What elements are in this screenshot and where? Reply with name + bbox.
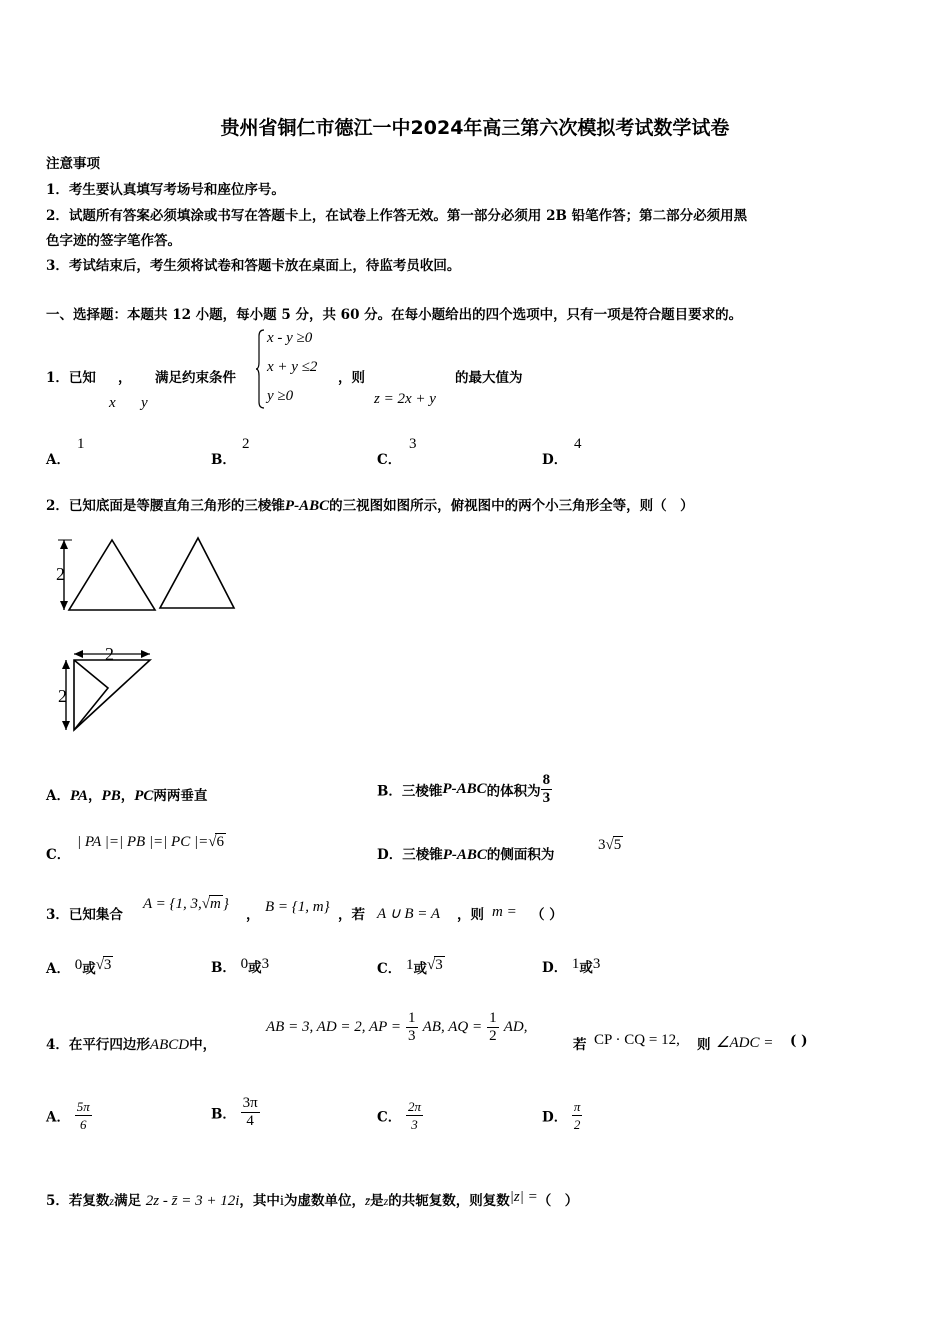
q2-stem [46, 494, 694, 515]
q1-constraint-2: x + y ≤2 [267, 359, 318, 375]
q3-option-a-or: 或 [82, 961, 96, 977]
q3-paren: （ ） [531, 907, 563, 923]
q2-option-d[interactable] [377, 843, 554, 864]
q3-option-a-root: 3 [103, 957, 112, 973]
q4-zhong: 中， [189, 1037, 217, 1053]
q1-x: x [109, 395, 116, 411]
q1-option-b-value: 2 [242, 436, 250, 452]
q1-lead: 1．已知 [46, 370, 96, 386]
q4-frac2-n: 1 [489, 1010, 497, 1026]
q4-option-a-frac [75, 1098, 92, 1133]
q2-option-a-text: 两两垂直 [153, 788, 208, 804]
q3-option-a[interactable]: A． 0或√3 [46, 957, 112, 977]
q1-constraint-3: y ≥0 [267, 388, 294, 404]
q1-option-a-value: 1 [77, 436, 85, 452]
q1-option-b-label[interactable]: B． [211, 452, 236, 468]
q4-option-d-frac [572, 1098, 583, 1133]
q4-option-a-label: A． [46, 1109, 70, 1126]
q3-set-a-text: A = {1, 3, [143, 896, 202, 912]
q3-set-a-root: m [210, 896, 221, 912]
q3-option-b-v2: 3 [261, 956, 270, 972]
q4-frac1 [406, 1010, 418, 1045]
q3-comma: ， [246, 907, 260, 923]
q1-constraint-1: x - y ≥0 [267, 330, 313, 346]
q4-frac2-d: 2 [489, 1028, 497, 1044]
q4-option-a-n: 5π [76, 1099, 90, 1114]
q2-option-b[interactable] [377, 772, 552, 807]
q4-option-c-n: 2π [407, 1099, 421, 1114]
front-view [69, 540, 155, 610]
q2-option-d-text: 的侧面积为 [486, 847, 555, 863]
q1-objective: z = 2x + y [374, 391, 436, 407]
q3-option-d-v1: 1 [571, 956, 580, 972]
q3-option-d-v2: 3 [592, 956, 601, 972]
q1-mid: 满足约束条件 [155, 370, 236, 386]
q3-lead: 3．已知集合 [46, 907, 123, 923]
q5-i: i [279, 1193, 285, 1209]
q4-option-c[interactable] [377, 1098, 423, 1133]
note-3: 3．考试结束后，考生须将试卷和答题卡放在桌面上，待监考员收回。 [46, 258, 461, 274]
q1-option-d-label[interactable]: D． [542, 452, 568, 468]
q4-paren: ( ) [790, 1033, 808, 1049]
q4-abcd: ABCD [149, 1037, 190, 1053]
q5-z2: z [383, 1194, 389, 1208]
q3-option-c-root: 3 [435, 957, 443, 973]
q3-then: ，则 [457, 907, 484, 923]
q5-mid: ，其中 [239, 1193, 280, 1209]
q2-option-a[interactable] [46, 784, 207, 805]
q2-option-a-label: A． [46, 788, 70, 804]
q3-set-a: A = {1, 3,√m } [143, 896, 229, 912]
q1-option-c-label[interactable]: C． [377, 452, 402, 468]
front-view-triangle [68, 540, 156, 610]
q2-pb: PB [101, 788, 121, 804]
q4-option-c-frac [406, 1098, 423, 1133]
section-heading: 一、选择题：本题共 12 小题，每小题 5 分，共 60 分。在每小题给出的四个选项中，只有一项是符合题目要求的。 [46, 307, 743, 323]
q5-is: 是 [370, 1193, 384, 1209]
q4-option-b-d: 4 [246, 1113, 254, 1129]
q2-option-b-num: 8 [542, 772, 551, 788]
q4-given [266, 1010, 528, 1045]
q1-y: y [141, 395, 148, 411]
q4-option-b[interactable] [211, 1095, 260, 1130]
q4-frac1-n: 1 [408, 1010, 416, 1026]
q4-angle: ∠ADC = [716, 1035, 774, 1051]
q3-option-d[interactable] [542, 956, 600, 976]
q4-frac1-d: 3 [408, 1028, 416, 1044]
q5-cond-label: 满足 [114, 1193, 142, 1209]
q5-z: z [109, 1194, 115, 1208]
q3-if: ，若 [338, 907, 365, 923]
q3-option-b-or: 或 [248, 960, 262, 976]
q4-option-d[interactable] [542, 1098, 582, 1133]
q2-option-c-text: | PA |=| PB |=| PC |= [77, 834, 209, 850]
q2-pc: PC [134, 788, 154, 804]
q4-option-d-label: D． [542, 1109, 568, 1126]
q1-brace [256, 328, 266, 410]
q2-sep2: ， [120, 788, 135, 804]
q3-option-d-label: D． [542, 960, 568, 976]
q5-paren: （ ） [537, 1193, 579, 1209]
q4-lead [46, 1033, 216, 1054]
q3-option-d-or: 或 [579, 960, 593, 976]
q4-option-a-d: 6 [79, 1117, 87, 1132]
note-2a: 2．试题所有答案必须填涂或书写在答题卡上，在试卷上作答无效。第一部分必须用 2B 铅笔作答；第二部分必须用黑 [46, 208, 748, 224]
q1-tail: 的最大值为 [455, 370, 523, 386]
q5-lead: 5．若复数 [46, 1193, 110, 1209]
q3-option-c-label: C． [377, 961, 402, 977]
q5-conj: 的共轭复数，则复数 [388, 1193, 510, 1209]
q5-modulus: |z| = [509, 1189, 538, 1205]
q2-stem-a: 2．已知底面是等腰直角三角形的三棱锥 [46, 498, 285, 514]
q2-option-c-root: 6 [216, 834, 224, 850]
q3-option-b-label: B． [211, 960, 236, 976]
q4-option-d-d: 2 [573, 1117, 581, 1132]
q3-option-c-or: 或 [413, 961, 427, 977]
front-view-dimension: 2 [56, 564, 65, 584]
q3-option-a-v1: 0 [74, 957, 83, 973]
q2-option-d-pabc: P-ABC [442, 847, 487, 863]
q1-comma: ， [118, 370, 132, 386]
three-view-figure [50, 530, 250, 740]
q3-m: m = [492, 904, 517, 920]
q2-option-b-den: 3 [542, 790, 551, 806]
top-view-height-dimension: 2 [58, 686, 67, 706]
q3-set-b: B = {1, m} [265, 899, 330, 915]
q4-frac2 [487, 1010, 499, 1045]
note-2b: 色字迹的签字笔作答。 [46, 233, 181, 249]
side-view [160, 538, 234, 608]
q4-given-text: AB = 3, AD = 2, AP = [266, 1019, 401, 1035]
q3-option-b-v1: 0 [240, 956, 249, 972]
q3-option-c-v1: 1 [405, 957, 414, 973]
q3-option-b[interactable] [211, 956, 269, 976]
q5-line [46, 1189, 578, 1210]
q1-option-a-label[interactable]: A． [46, 452, 70, 468]
q2-option-c-label[interactable]: C． [46, 847, 71, 863]
q3-option-c[interactable]: C． 1或√3 [377, 957, 443, 977]
q4-dot: CP · CQ = 12, [594, 1032, 680, 1048]
q4-option-b-n: 3π [242, 1095, 258, 1111]
q4-option-b-frac [241, 1095, 260, 1130]
q2-option-d-coef: 3 [598, 837, 606, 853]
q4-lead-text: 4．在平行四边形 [46, 1037, 150, 1053]
q4-if: 若 [573, 1037, 587, 1053]
q5-unit: 为虚数单位， [284, 1193, 366, 1209]
q2-option-b-fraction [541, 772, 553, 807]
q2-option-b-pabc: P-ABC [442, 781, 487, 797]
q3-set-a-close: } [222, 896, 229, 912]
note-1: 1．考生要认真填写考场号和座位序号。 [46, 182, 285, 198]
q2-option-b-text: 的体积为 [486, 783, 541, 800]
q5-condition: 2z - z̄ = 3 + 12i [145, 1193, 240, 1209]
q4-ab: AB, AQ = [422, 1019, 483, 1035]
q4-option-c-label: C． [377, 1109, 402, 1126]
top-view-width-dimension: 2 [105, 644, 114, 664]
q2-pa: PA [69, 788, 89, 804]
q1-option-d-value: 4 [574, 436, 582, 452]
q2-option-d-root: 5 [613, 837, 622, 853]
q1-option-c-value: 3 [409, 436, 417, 452]
q4-option-d-n: π [573, 1099, 581, 1114]
page-title: 贵州省铜仁市德江一中2024年高三第六次模拟考试数学试卷 [220, 117, 730, 139]
q2-option-d-label: D．三棱锥 [377, 847, 443, 863]
q4-option-b-label: B． [211, 1106, 236, 1123]
notes-heading: 注意事项 [46, 156, 100, 172]
q2-option-c-expr: | PA |=| PB |=| PC |=√6 [77, 834, 224, 850]
q4-option-c-d: 3 [411, 1117, 418, 1132]
q1-then: ，则 [338, 370, 365, 386]
q4-option-a[interactable] [46, 1098, 92, 1133]
q2-option-d-value: 3√5 [598, 837, 622, 853]
top-view [74, 660, 150, 730]
q2-stem-b: 的三视图如图所示，俯视图中的两个小三角形全等，则（ ） [329, 498, 694, 514]
q5-zbar: z̄ [365, 1193, 371, 1208]
q2-sep1: ， [88, 788, 102, 804]
q2-pabc: P-ABC [284, 498, 330, 514]
q2-option-b-label: B．三棱锥 [377, 783, 443, 800]
q3-option-a-label: A． [46, 961, 70, 977]
q3-condition: A ∪ B = A [377, 906, 441, 922]
q4-then: 则 [697, 1037, 711, 1053]
q4-ad: AD, [503, 1019, 528, 1035]
